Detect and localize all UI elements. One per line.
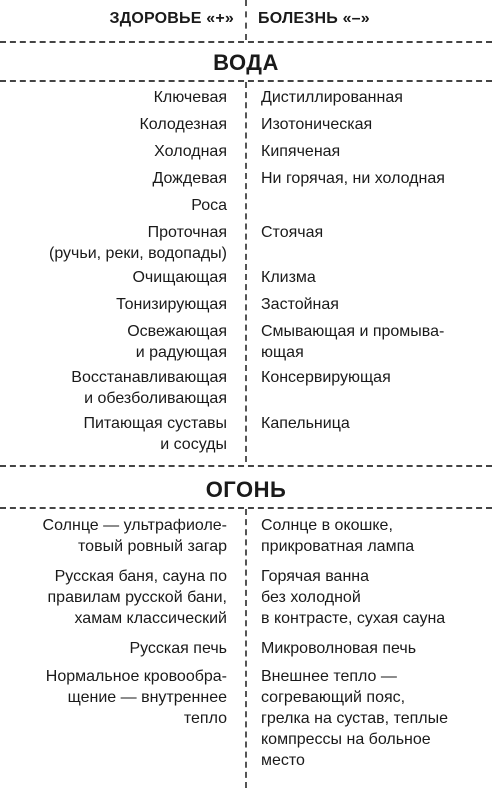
illness-cell [261, 566, 445, 629]
health-cell-line: Холодная [154, 143, 227, 160]
health-cell-line: Освежающая [127, 323, 227, 340]
illness-cell-line: компрессы на больное [261, 731, 431, 748]
health-cell [83, 413, 227, 455]
illness-cell-line: место [261, 752, 305, 769]
health-cell-line: Русская печь [129, 640, 227, 657]
health-cell-line: Очищающая [132, 269, 227, 286]
health-cell-line: Нормальное кровообра- [45, 668, 227, 685]
health-cell-line: Восстанавливающая [71, 369, 227, 386]
health-cell [71, 367, 227, 409]
health-cell-line: Питающая суставы [83, 415, 227, 432]
health-cell-line: щение — внутреннее [67, 689, 227, 706]
health-cell-line: Русская баня, сауна по [54, 568, 227, 585]
header-separator [0, 41, 492, 43]
illness-cell-line: Капельница [261, 415, 350, 432]
health-cell-line: Проточная [147, 224, 227, 241]
illness-cell-line: ющая [261, 344, 304, 361]
header-column-divider [245, 0, 247, 40]
health-cell-line: Солнце — ультрафиоле- [42, 517, 227, 534]
header-illness: БОЛЕЗНЬ «–» [258, 10, 370, 27]
health-cell [152, 168, 227, 189]
illness-cell [261, 413, 350, 434]
health-cell [139, 114, 227, 135]
health-cell-line: и обезболивающая [84, 390, 227, 407]
illness-cell [261, 267, 316, 288]
health-cell-line: Колодезная [139, 116, 227, 133]
health-cell-line: Дождевая [152, 170, 227, 187]
health-cell [48, 566, 228, 629]
illness-cell-line: без холодной [261, 589, 361, 606]
illness-cell [261, 87, 403, 108]
illness-cell-line: Клизма [261, 269, 316, 286]
health-cell-line: и сосуды [160, 436, 227, 453]
illness-cell-line: прикроватная лампа [261, 538, 415, 555]
illness-cell-line: Ни горячая, ни холодная [261, 170, 445, 187]
illness-cell [261, 168, 445, 189]
health-cell-line: Роса [191, 197, 227, 214]
illness-cell [261, 294, 339, 315]
illness-cell-line: Консервирующая [261, 369, 391, 386]
illness-cell [261, 666, 448, 771]
health-cell [116, 294, 227, 315]
header-health: ЗДОРОВЬЕ «+» [109, 10, 234, 27]
health-cell [43, 515, 227, 557]
illness-cell-line: Застойная [261, 296, 339, 313]
health-cell [129, 638, 227, 659]
health-cell-line: (ручьи, реки, водопады) [49, 245, 227, 262]
illness-cell [261, 114, 372, 135]
section-top-separator-fire [0, 465, 492, 467]
health-cell [154, 87, 227, 108]
illness-cell [261, 222, 323, 243]
section-title-water: ВОДА [213, 50, 279, 75]
health-cell [154, 141, 227, 162]
illness-cell-line: грелка на сустав, теплые [261, 710, 449, 727]
health-cell [132, 267, 227, 288]
column-divider-water [245, 82, 247, 462]
health-cell [191, 195, 227, 216]
illness-cell-line: согревающий пояс, [261, 689, 406, 706]
illness-cell-line: Изотоническая [261, 116, 373, 133]
illness-cell-line: Стоячая [261, 224, 324, 241]
illness-cell-line: Дистиллированная [261, 89, 403, 106]
illness-cell-line: Горячая ванна [261, 568, 370, 585]
health-cell [127, 321, 227, 363]
illness-cell-line: в контрасте, сухая сауна [261, 610, 446, 627]
column-divider-fire [245, 509, 247, 788]
health-cell-line: хамам классический [74, 610, 227, 627]
illness-cell [261, 515, 414, 557]
health-cell [49, 222, 227, 264]
health-cell-line: Ключевая [153, 89, 227, 106]
health-cell-line: правилам русской бани, [47, 589, 227, 606]
health-cell [46, 666, 227, 729]
health-cell-line: тепло [183, 710, 227, 727]
section-title-fire: ОГОНЬ [205, 477, 287, 502]
illness-cell-line: Солнце в окошке, [261, 517, 393, 534]
illness-cell-line: Микроволновая печь [261, 640, 417, 657]
illness-cell-line: Кипяченая [261, 143, 341, 160]
illness-cell-line: Внешнее тепло — [261, 668, 397, 685]
health-cell-line: товый ровный загар [78, 538, 227, 555]
illness-cell [261, 638, 416, 659]
illness-cell [261, 367, 391, 388]
health-cell-line: Тонизирующая [116, 296, 227, 313]
illness-cell [261, 141, 340, 162]
health-cell-line: и радующая [135, 344, 227, 361]
illness-cell-line: Смывающая и промыва- [261, 323, 445, 340]
illness-cell [261, 321, 444, 363]
